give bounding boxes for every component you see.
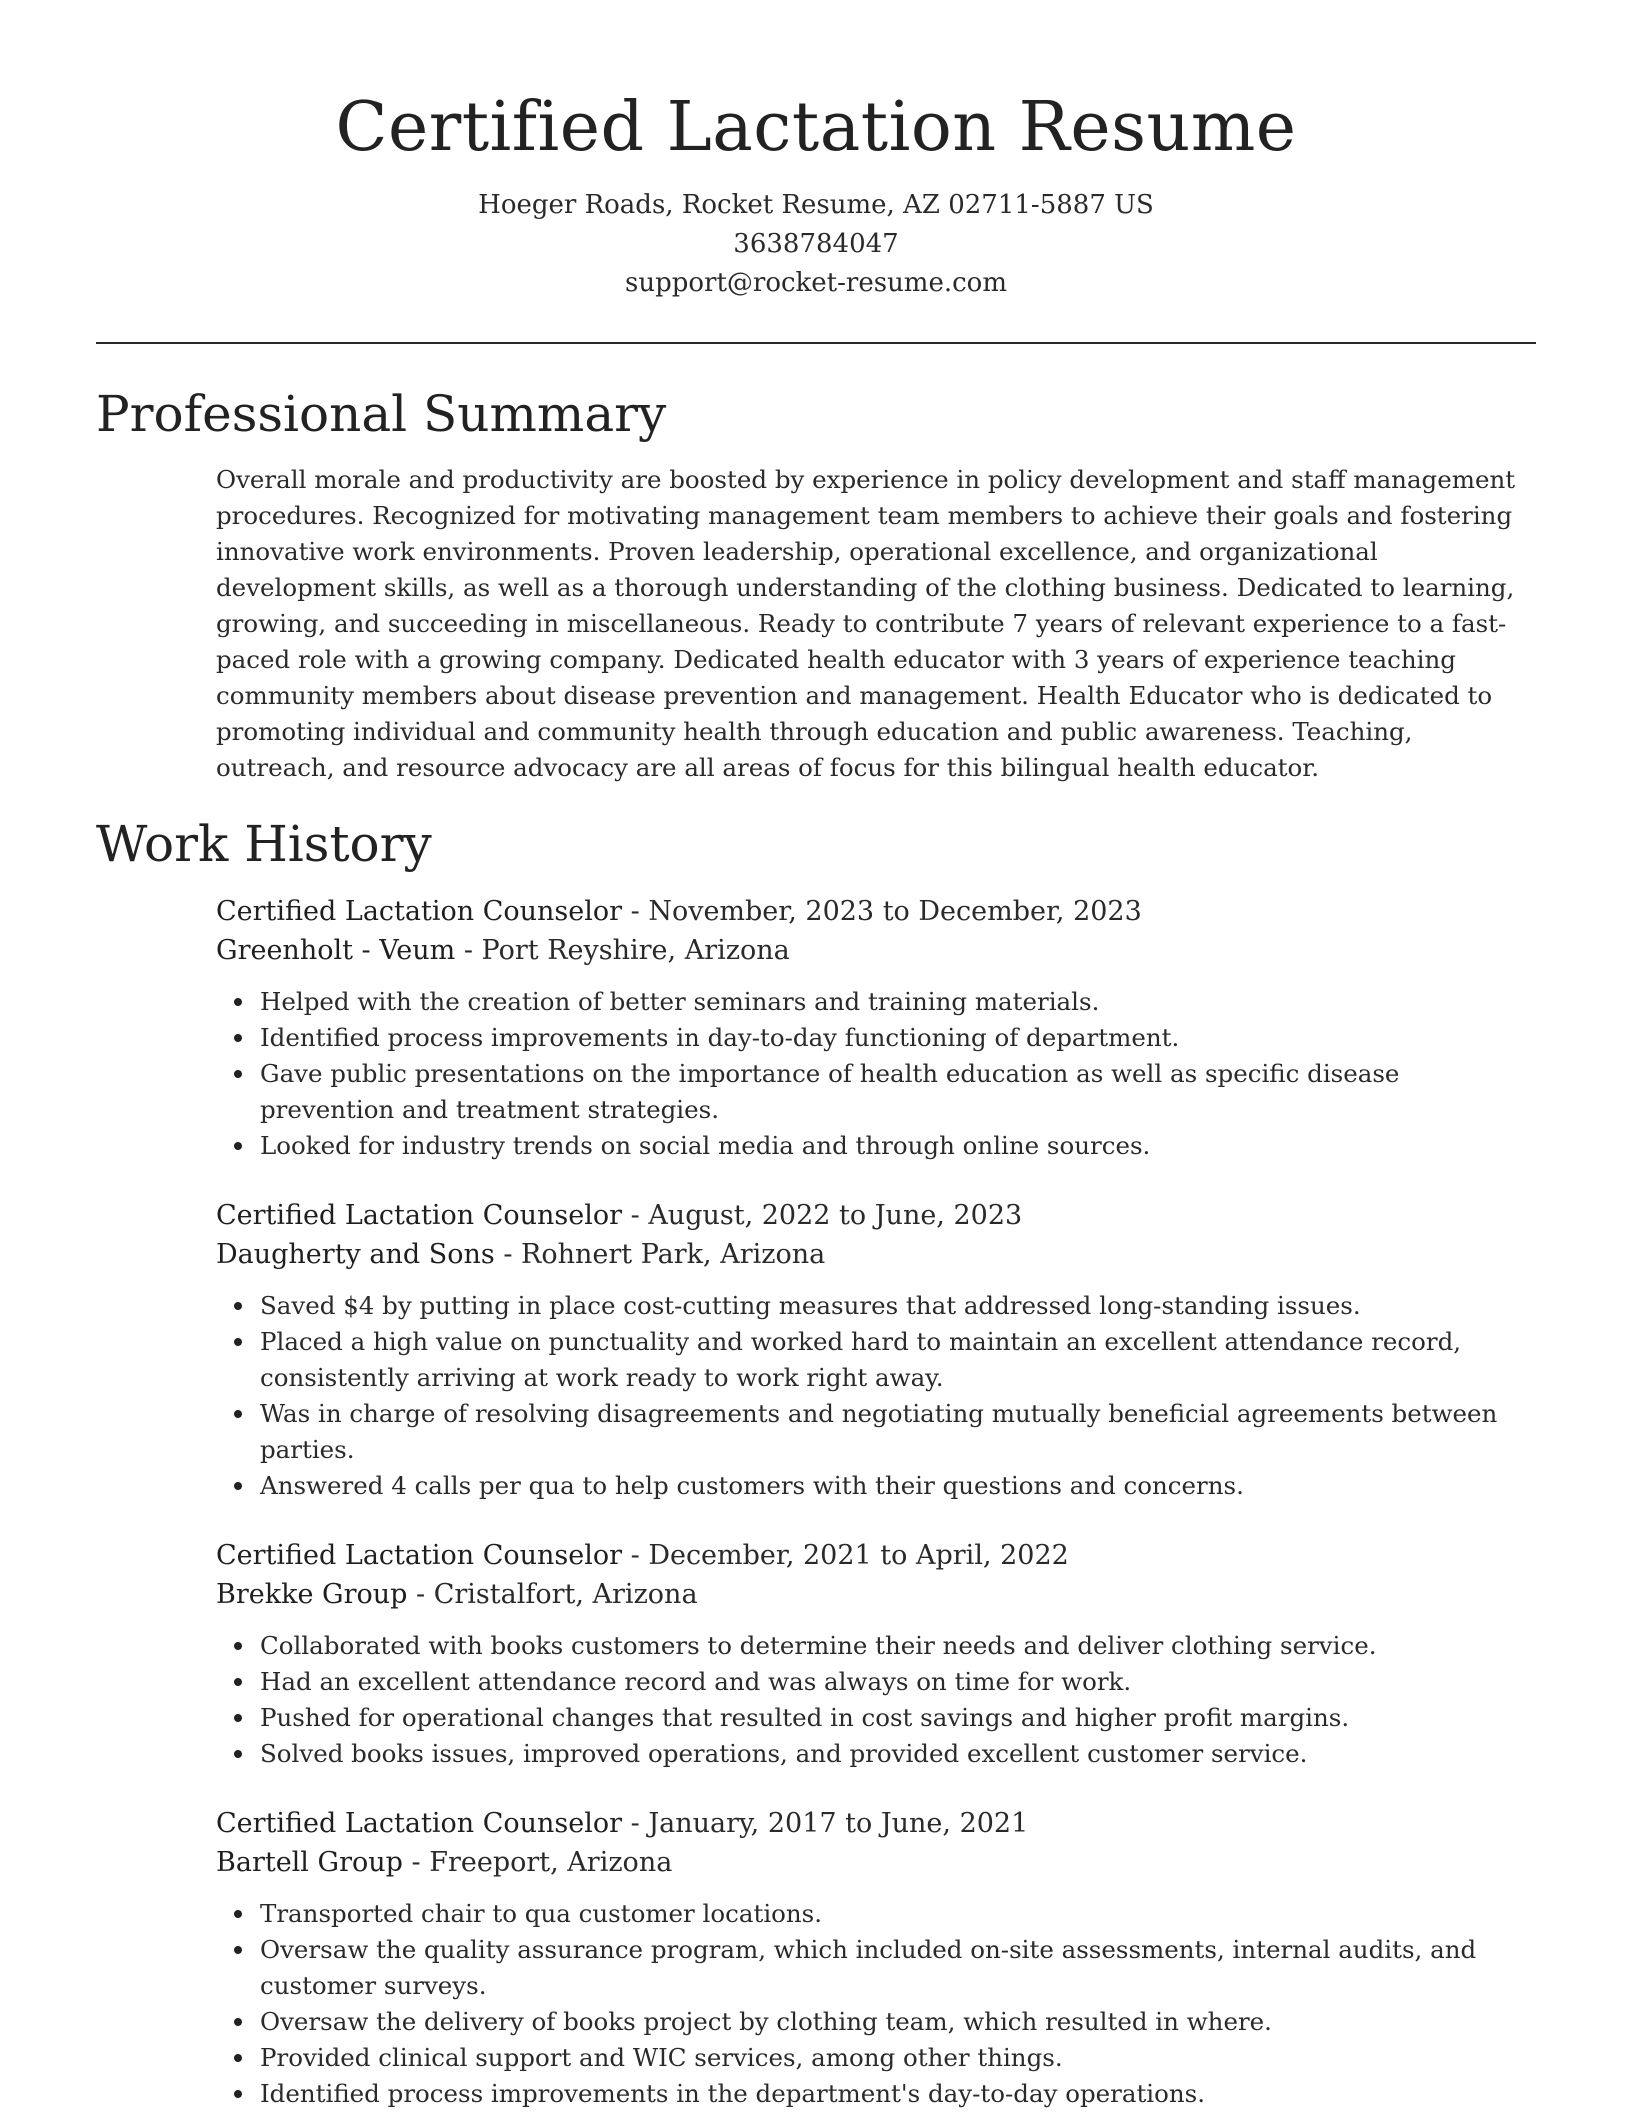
job-bullet (260, 1736, 1536, 1772)
job-bullet (260, 1700, 1536, 1736)
work-history-list (216, 892, 1536, 2112)
contact-address: Hoeger Roads, Rocket Resume, AZ 02711-5887 US (478, 190, 1154, 220)
job-entry (216, 1804, 1536, 2112)
job-company: Brekke Group (216, 1579, 408, 1610)
job-bullet-text: Had an excellent attendance record and was always on time for work. (260, 1667, 1132, 1696)
job-company: Greenholt - Veum (216, 935, 456, 966)
job-title: Certified Lactation Counselor (216, 1200, 623, 1231)
bullet-dot-icon (234, 1482, 242, 1490)
bullet-dot-icon (234, 2054, 242, 2062)
job-bullet-text: Solved books issues, improved operations, and provided excellent customer service. (260, 1739, 1308, 1768)
job-bullet-text: Collaborated with books customers to determine their needs and deliver clothing service. (260, 1631, 1377, 1660)
job-title-line (216, 1804, 1536, 1843)
job-title-line (216, 892, 1536, 931)
job-bullet (260, 1128, 1536, 1164)
job-separator: - (622, 1200, 649, 1231)
job-separator: - (622, 1540, 649, 1571)
job-bullet-list (216, 1628, 1536, 1772)
job-bullet (260, 1628, 1536, 1664)
job-bullet (260, 1896, 1536, 1932)
job-dates: November, 2023 to December, 2023 (648, 896, 1142, 927)
job-entry (216, 1196, 1536, 1504)
job-dates: August, 2022 to June, 2023 (648, 1200, 1023, 1231)
job-bullet-text: Gave public presentations on the importance of health education as well as specific disease prevention and treatment strategies. (260, 1059, 1400, 1124)
job-bullet (260, 1932, 1536, 2004)
job-bullet (260, 2076, 1536, 2112)
job-location: Cristalfort, Arizona (433, 1579, 698, 1610)
job-company-line (216, 931, 1536, 970)
job-bullet-text: Answered 4 calls per qua to help customers with their questions and concerns. (260, 1471, 1244, 1500)
job-separator: - (455, 935, 482, 966)
job-bullet-text: Saved $4 by putting in place cost-cutting measures that addressed long-standing issues. (260, 1291, 1361, 1320)
job-bullet (260, 1468, 1536, 1504)
job-bullet (260, 984, 1536, 1020)
bullet-dot-icon (234, 1750, 242, 1758)
job-bullet-text: Oversaw the delivery of books project by clothing team, which resulted in where. (260, 2007, 1272, 2036)
job-company: Daugherty and Sons (216, 1239, 495, 1270)
job-bullet-text: Was in charge of resolving disagreements and negotiating mutually beneficial agreements between parties. (260, 1399, 1498, 1464)
contact-phone: 3638784047 (733, 229, 899, 259)
job-bullet (260, 1056, 1536, 1128)
job-bullet-text: Identified process improvements in the department's day-to-day operations. (260, 2079, 1206, 2108)
job-separator: - (494, 1239, 522, 1270)
job-bullet-text: Identified process improvements in day-to-day functioning of department. (260, 1023, 1180, 1052)
job-title: Certified Lactation Counselor (216, 1808, 623, 1839)
job-title-line (216, 1196, 1536, 1235)
job-bullet (260, 2040, 1536, 2076)
job-title: Certified Lactation Counselor (216, 896, 623, 927)
bullet-dot-icon (234, 1302, 242, 1310)
job-location: Freeport, Arizona (429, 1847, 673, 1878)
resume-header (0, 0, 1632, 303)
job-bullet-text: Oversaw the quality assurance program, which included on-site assessments, internal audits, and customer surveys. (260, 1935, 1477, 2000)
job-bullet (260, 2004, 1536, 2040)
job-bullet-list (216, 984, 1536, 1164)
job-company-line (216, 1235, 1536, 1274)
job-company-line (216, 1843, 1536, 1882)
section-heading-work-history: Work History (96, 815, 432, 873)
bullet-dot-icon (234, 1142, 242, 1150)
bullet-dot-icon (234, 1642, 242, 1650)
job-bullet-text: Placed a high value on punctuality and worked hard to maintain an excellent attendance record, consistently arriving at work ready to work right away. (260, 1327, 1462, 1392)
job-entry (216, 1536, 1536, 1772)
job-bullet-text: Pushed for operational changes that resulted in cost savings and higher profit margins. (260, 1703, 1350, 1732)
bullet-dot-icon (234, 1338, 242, 1346)
bullet-dot-icon (234, 2018, 242, 2026)
contact-info (0, 186, 1632, 303)
job-separator: - (622, 1808, 649, 1839)
bullet-dot-icon (234, 1714, 242, 1722)
bullet-dot-icon (234, 1070, 242, 1078)
job-company-line (216, 1575, 1536, 1614)
job-bullet (260, 1324, 1536, 1396)
job-bullet-text: Transported chair to qua customer locations. (260, 1899, 823, 1928)
bullet-dot-icon (234, 1910, 242, 1918)
header-divider (96, 342, 1536, 344)
job-title: Certified Lactation Counselor (216, 1540, 623, 1571)
job-bullet-list (216, 1288, 1536, 1504)
bullet-dot-icon (234, 1410, 242, 1418)
job-separator: - (622, 896, 649, 927)
job-bullet (260, 1020, 1536, 1056)
job-bullet-text: Helped with the creation of better seminars and training materials. (260, 987, 1100, 1016)
job-location: Rohnert Park, Arizona (521, 1239, 826, 1270)
bullet-dot-icon (234, 2090, 242, 2098)
job-separator: - (407, 1579, 434, 1610)
job-title-line (216, 1536, 1536, 1575)
job-company: Bartell Group (216, 1847, 403, 1878)
resume-title: Certified Lactation Resume (335, 88, 1297, 167)
summary-paragraph: Overall morale and productivity are boosted by experience in policy development and staff management procedures. Recognized for motivating management team members to achieve their goals and fostering innovative work environments. Proven leadership, operational excellence, and organizational development skills, as well as a thorough understanding of the clothing business. Dedicated to learning, growing, and succeeding in miscellaneous. Ready to contribute 7 years of relevant experience to a fast-paced role with a growing company. Dedicated health educator with 3 years of experience teaching community members about disease prevention and management. Health Educator who is dedicated to promoting individual and community health through education and public awareness. Teaching, outreach, and resource advocacy are all areas of focus for this bilingual health educator. (216, 465, 1516, 782)
bullet-dot-icon (234, 1034, 242, 1042)
job-bullet (260, 1664, 1536, 1700)
job-location: Port Reyshire, Arizona (481, 935, 790, 966)
job-bullet (260, 1396, 1536, 1468)
job-bullet-text: Provided clinical support and WIC services, among other things. (260, 2043, 1063, 2072)
bullet-dot-icon (234, 1678, 242, 1686)
contact-email: support@rocket-resume.com (624, 268, 1007, 298)
job-dates: January, 2017 to June, 2021 (648, 1808, 1029, 1839)
job-bullet-list (216, 1896, 1536, 2112)
job-separator: - (402, 1847, 430, 1878)
job-dates: December, 2021 to April, 2022 (648, 1540, 1069, 1571)
section-heading-summary: Professional Summary (96, 385, 667, 443)
job-entry (216, 892, 1536, 1164)
bullet-dot-icon (234, 998, 242, 1006)
job-bullet-text: Looked for industry trends on social media and through online sources. (260, 1131, 1151, 1160)
bullet-dot-icon (234, 1946, 242, 1954)
job-bullet (260, 1288, 1536, 1324)
